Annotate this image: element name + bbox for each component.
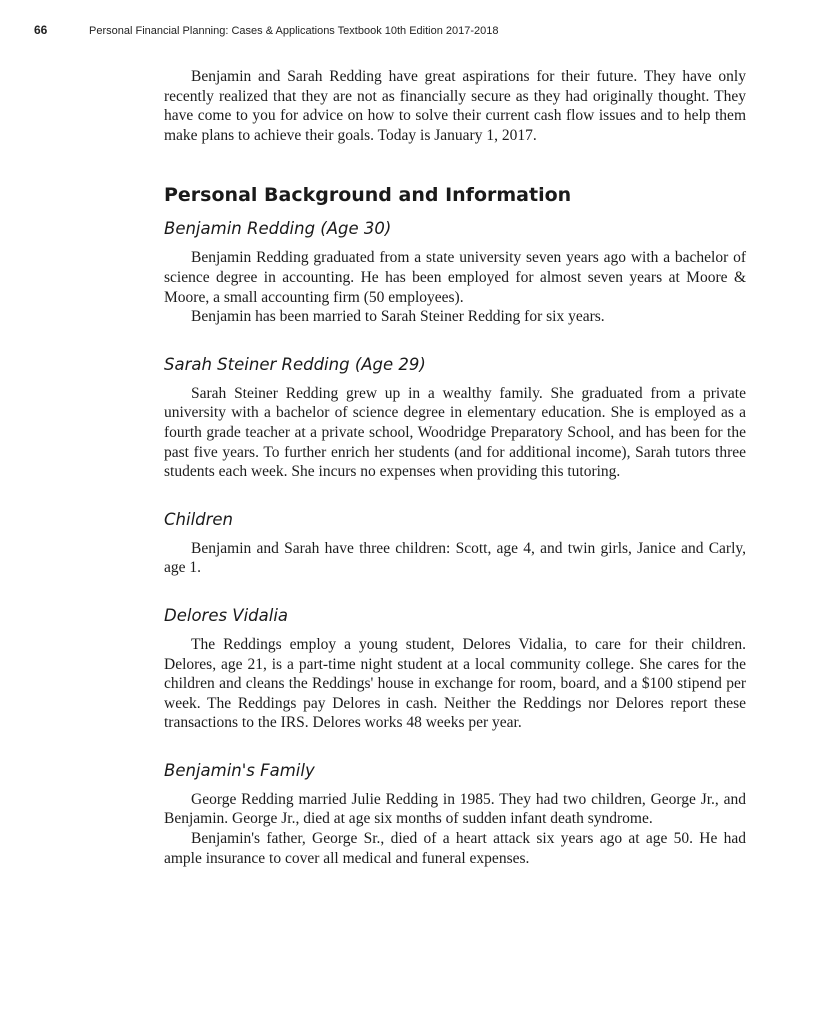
benjamin-paragraph-2: Benjamin has been married to Sarah Steiner Redding for six years. bbox=[191, 308, 605, 326]
family-paragraph-2: Benjamin's father, George Sr., died of a heart attack six years ago at age 50. He had ample insurance to cover all medical and funeral expenses. bbox=[164, 830, 746, 867]
subsection-heading-delores: Delores Vidalia bbox=[164, 605, 289, 625]
page-body bbox=[164, 67, 746, 868]
children-paragraph-1: Benjamin and Sarah have three children: Scott, age 4, and twin girls, Janice and Carly, age 1. bbox=[164, 539, 746, 577]
subsection-heading-benjamins-family: Benjamin's Family bbox=[164, 760, 315, 780]
benjamin-paragraph-1: Benjamin Redding graduated from a state university seven years ago with a bachelor of science degree in accounting. He has been employed for almost seven years at Moore & Moore, a small accounting firm (50 employees). bbox=[164, 249, 746, 306]
subsection-heading-children: Children bbox=[164, 509, 234, 529]
family-paragraph-1: George Redding married Julie Redding in 1985. They had two children, George Jr., and Benjamin. George Jr., died at age six months of sudden infant death syndrome. bbox=[164, 790, 746, 828]
section-heading: Personal Background and Information bbox=[164, 184, 572, 207]
running-header bbox=[34, 23, 499, 37]
running-title: Personal Financial Planning: Cases & Applications Textbook 10th Edition 2017-2018 bbox=[89, 25, 499, 37]
subsection-heading-benjamin: Benjamin Redding (Age 30) bbox=[164, 219, 392, 239]
subsection-heading-sarah: Sarah Steiner Redding (Age 29) bbox=[164, 354, 426, 374]
delores-paragraph-1: The Reddings employ a young student, Delores Vidalia, to care for their children. Delores, age 21, is a part-time night student at a local community college. She cares for the children and cleans the Reddings' house in exchange for room, board, and a $100 stipend per week. The Reddings pay Delores in cash. Neither the Reddings nor Delores report these transactions to the IRS. Delores works 48 weeks per year. bbox=[164, 635, 746, 732]
sarah-paragraph-1: Sarah Steiner Redding grew up in a wealthy family. She graduated from a private university with a bachelor of science degree in elementary education. She is employed as a fourth grade teacher at a private school, Woodridge Preparatory School, and has been for the past five years. To further enrich her students (and for additional income), Sarah tutors three students each week. She incurs no expenses when providing this tutoring. bbox=[164, 384, 746, 481]
intro-paragraph: Benjamin and Sarah Redding have great aspirations for their future. They have only recently realized that they are not as financially secure as they had originally thought. They have come to you for advice on how to solve their current cash flow issues and to help them make plans to achieve their goals. Today is January 1, 2017. bbox=[164, 68, 746, 144]
page-number: 66 bbox=[34, 23, 48, 37]
